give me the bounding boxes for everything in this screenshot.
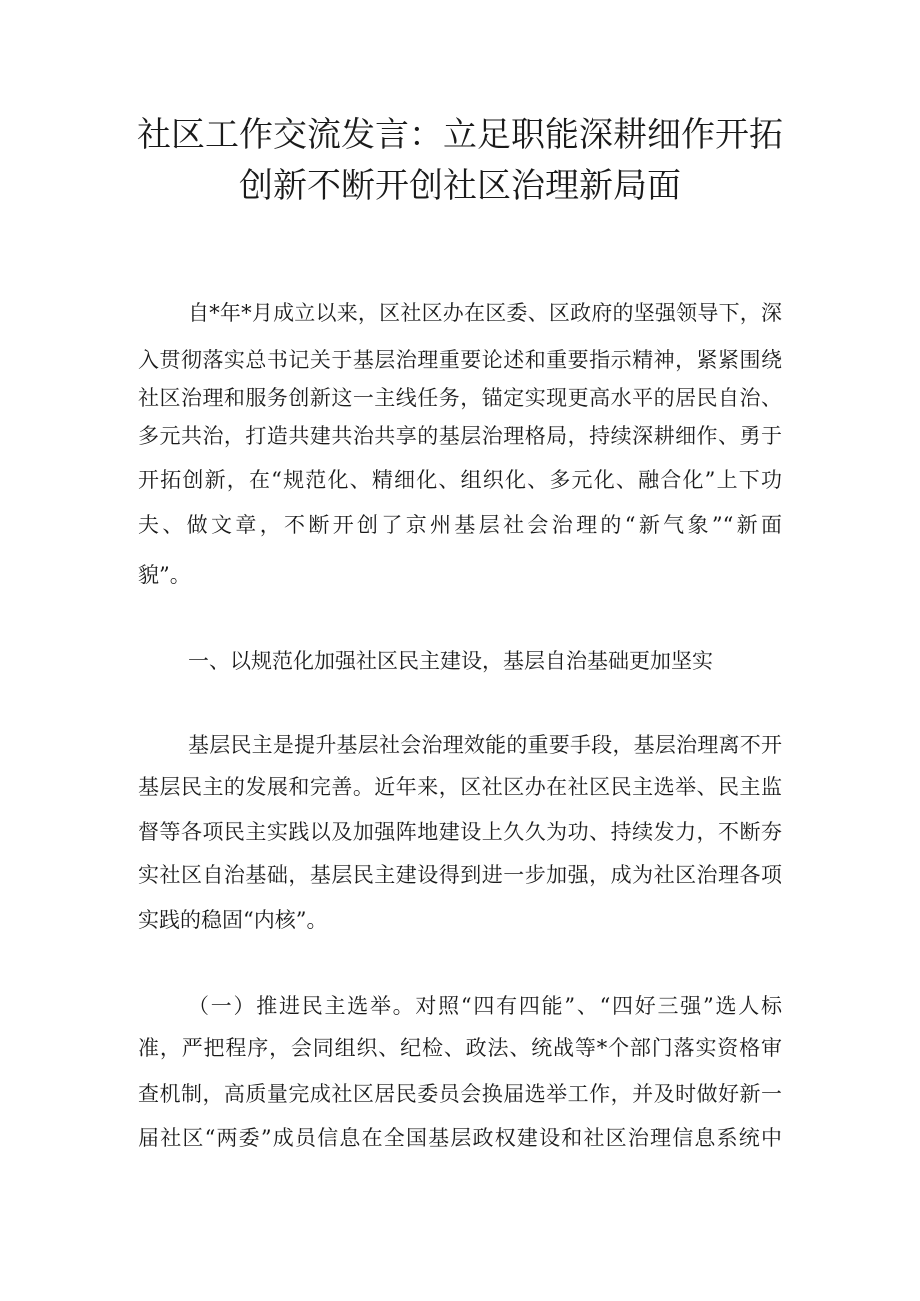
paragraph-1-line-3: 社区治理和服务创新这一主线任务，锚定实现更高水平的居民自治、 [138, 386, 782, 410]
paragraph-2-line-5: 实践的稳固“内核”。 [138, 908, 328, 932]
paragraph-1-line-5: 开拓创新，在“规范化、精细化、组织化、多元化、融合化”上下功 [138, 468, 782, 492]
paragraph-2-line-2: 基层民主的发展和完善。近年来，区社区办在社区民主选举、民主监 [138, 775, 782, 799]
paragraph-1-line-7: 貌”。 [138, 563, 191, 587]
paragraph-1-line-2: 入贯彻落实总书记关于基层治理重要论述和重要指示精神，紧紧围绕 [138, 348, 782, 372]
paragraph-2-line-3: 督等各项民主实践以及加强阵地建设上久久为功、持续发力，不断夯 [138, 820, 782, 844]
paragraph-3-line-3: 查机制，高质量完成社区居民委员会换届选举工作，并及时做好新一 [138, 1082, 782, 1106]
paragraph-1-line-4: 多元共治，打造共建共治共享的基层治理格局，持续深耕细作、勇于 [138, 424, 782, 448]
document-title-line-2: 创新不断开创社区治理新局面 [239, 166, 681, 206]
paragraph-3-line-1: （一）推进民主选举。对照“四有四能”、“四好三强”选人标 [188, 994, 782, 1018]
document-title-line-1: 社区工作交流发言：立足职能深耕细作开拓 [137, 115, 783, 155]
paragraph-2-line-4: 实社区自治基础，基层民主建设得到进一步加强，成为社区治理各项 [138, 863, 782, 887]
paragraph-3-line-4: 届社区“两委”成员信息在全国基层政权建设和社区治理信息系统中 [138, 1126, 782, 1150]
paragraph-3-line-2: 准，严把程序，会同组织、纪检、政法、统战等*个部门落实资格审 [138, 1036, 782, 1060]
section-heading-1: 一、以规范化加强社区民主建设，基层自治基础更加坚实 [188, 649, 713, 673]
paragraph-1-line-1: 自*年*月成立以来，区社区办在区委、区政府的坚强领导下，深 [188, 301, 782, 325]
paragraph-2-line-1: 基层民主是提升基层社会治理效能的重要手段，基层治理离不开 [188, 733, 782, 757]
paragraph-1-line-6: 夫、做文章，不断开创了京州基层社会治理的“新气象”“新面 [138, 513, 782, 537]
